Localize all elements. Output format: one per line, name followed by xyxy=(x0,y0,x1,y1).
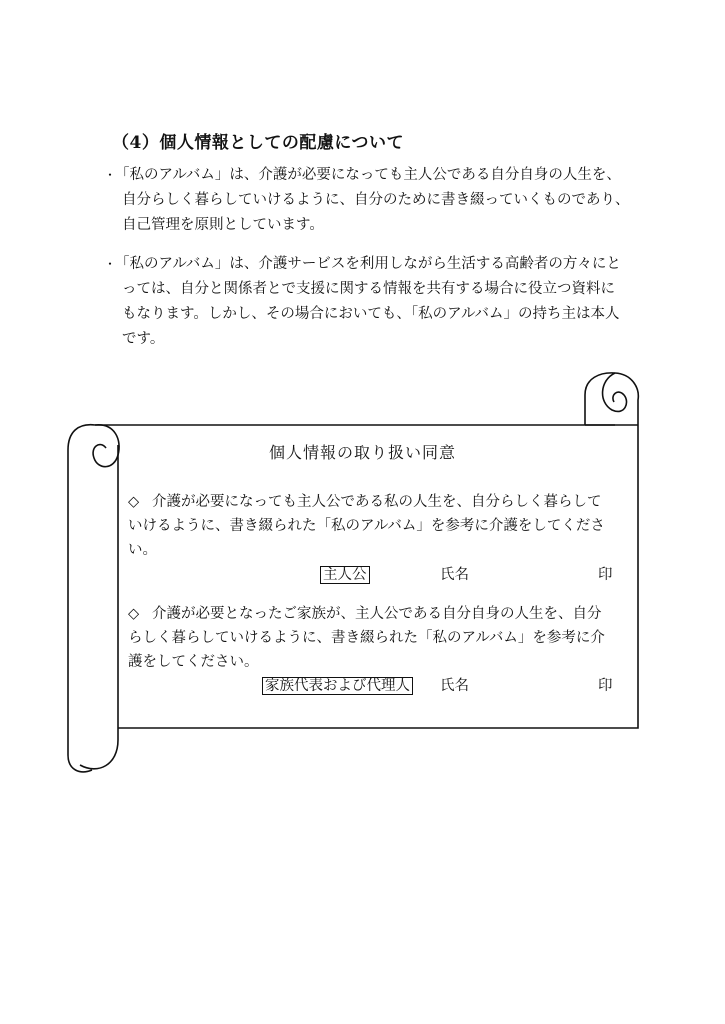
role-label-family-representative: 家族代表および代理人 xyxy=(262,674,413,695)
paragraph-line: ・「私のアルバム」は、介護が必要になっても主人公である自分自身の人生を、 xyxy=(104,163,634,188)
scroll-top-edge xyxy=(68,425,95,772)
consent-line: 護をしてください。 xyxy=(128,654,259,670)
name-label: 氏名 xyxy=(440,567,469,583)
paragraph-line: もなります。しかし、その場合においても、「私のアルバム」の持ち主は本人 xyxy=(122,306,620,322)
bullet: ・ xyxy=(104,257,117,271)
paragraph-line: 自分らしく暮らしていけるように、自分のために書き綴っていくものであり、 xyxy=(122,192,630,208)
paragraph-line: 自己管理を原則としています。 xyxy=(122,217,324,233)
consent-line: ◇ 介護が必要になっても主人公である私の人生を、自分らしく暮らして xyxy=(128,490,618,514)
consent-line: い。 xyxy=(128,542,157,558)
consent-item-1 xyxy=(128,490,618,562)
consent-line: ◇ 介護が必要となったご家族が、主人公である自分自身の人生を、自分 xyxy=(128,602,618,626)
consent-line: いけるように、書き綴られた「私のアルバム」を参考に介護をしてくださ xyxy=(128,518,605,534)
name-label: 氏名 xyxy=(440,678,469,694)
diamond-marker: ◇ xyxy=(128,494,140,510)
paragraph-line: です。 xyxy=(122,331,165,347)
section-heading: （4）個人情報としての配慮について xyxy=(112,133,404,153)
seal-label: 印 xyxy=(598,678,613,694)
consent-item-2 xyxy=(128,602,618,674)
bullet: ・ xyxy=(104,168,117,182)
role-label-protagonist: 主人公 xyxy=(320,563,370,584)
scroll-body xyxy=(80,425,615,769)
paragraph-line: ・「私のアルバム」は、介護サービスを利用しながら生活する高齢者の方々にと xyxy=(104,252,634,277)
seal-label: 印 xyxy=(598,567,613,583)
paragraph-line: っては、自分と関係者とで支援に関する情報を共有する場合に役立つ資料に xyxy=(122,281,615,297)
diamond-marker: ◇ xyxy=(128,606,140,622)
consent-title: 個人情報の取り扱い同意 xyxy=(268,443,456,462)
scroll-right-curl xyxy=(603,373,627,411)
consent-line: らしく暮らしていけるように、書き綴られた「私のアルバム」を参考に介 xyxy=(128,630,605,646)
